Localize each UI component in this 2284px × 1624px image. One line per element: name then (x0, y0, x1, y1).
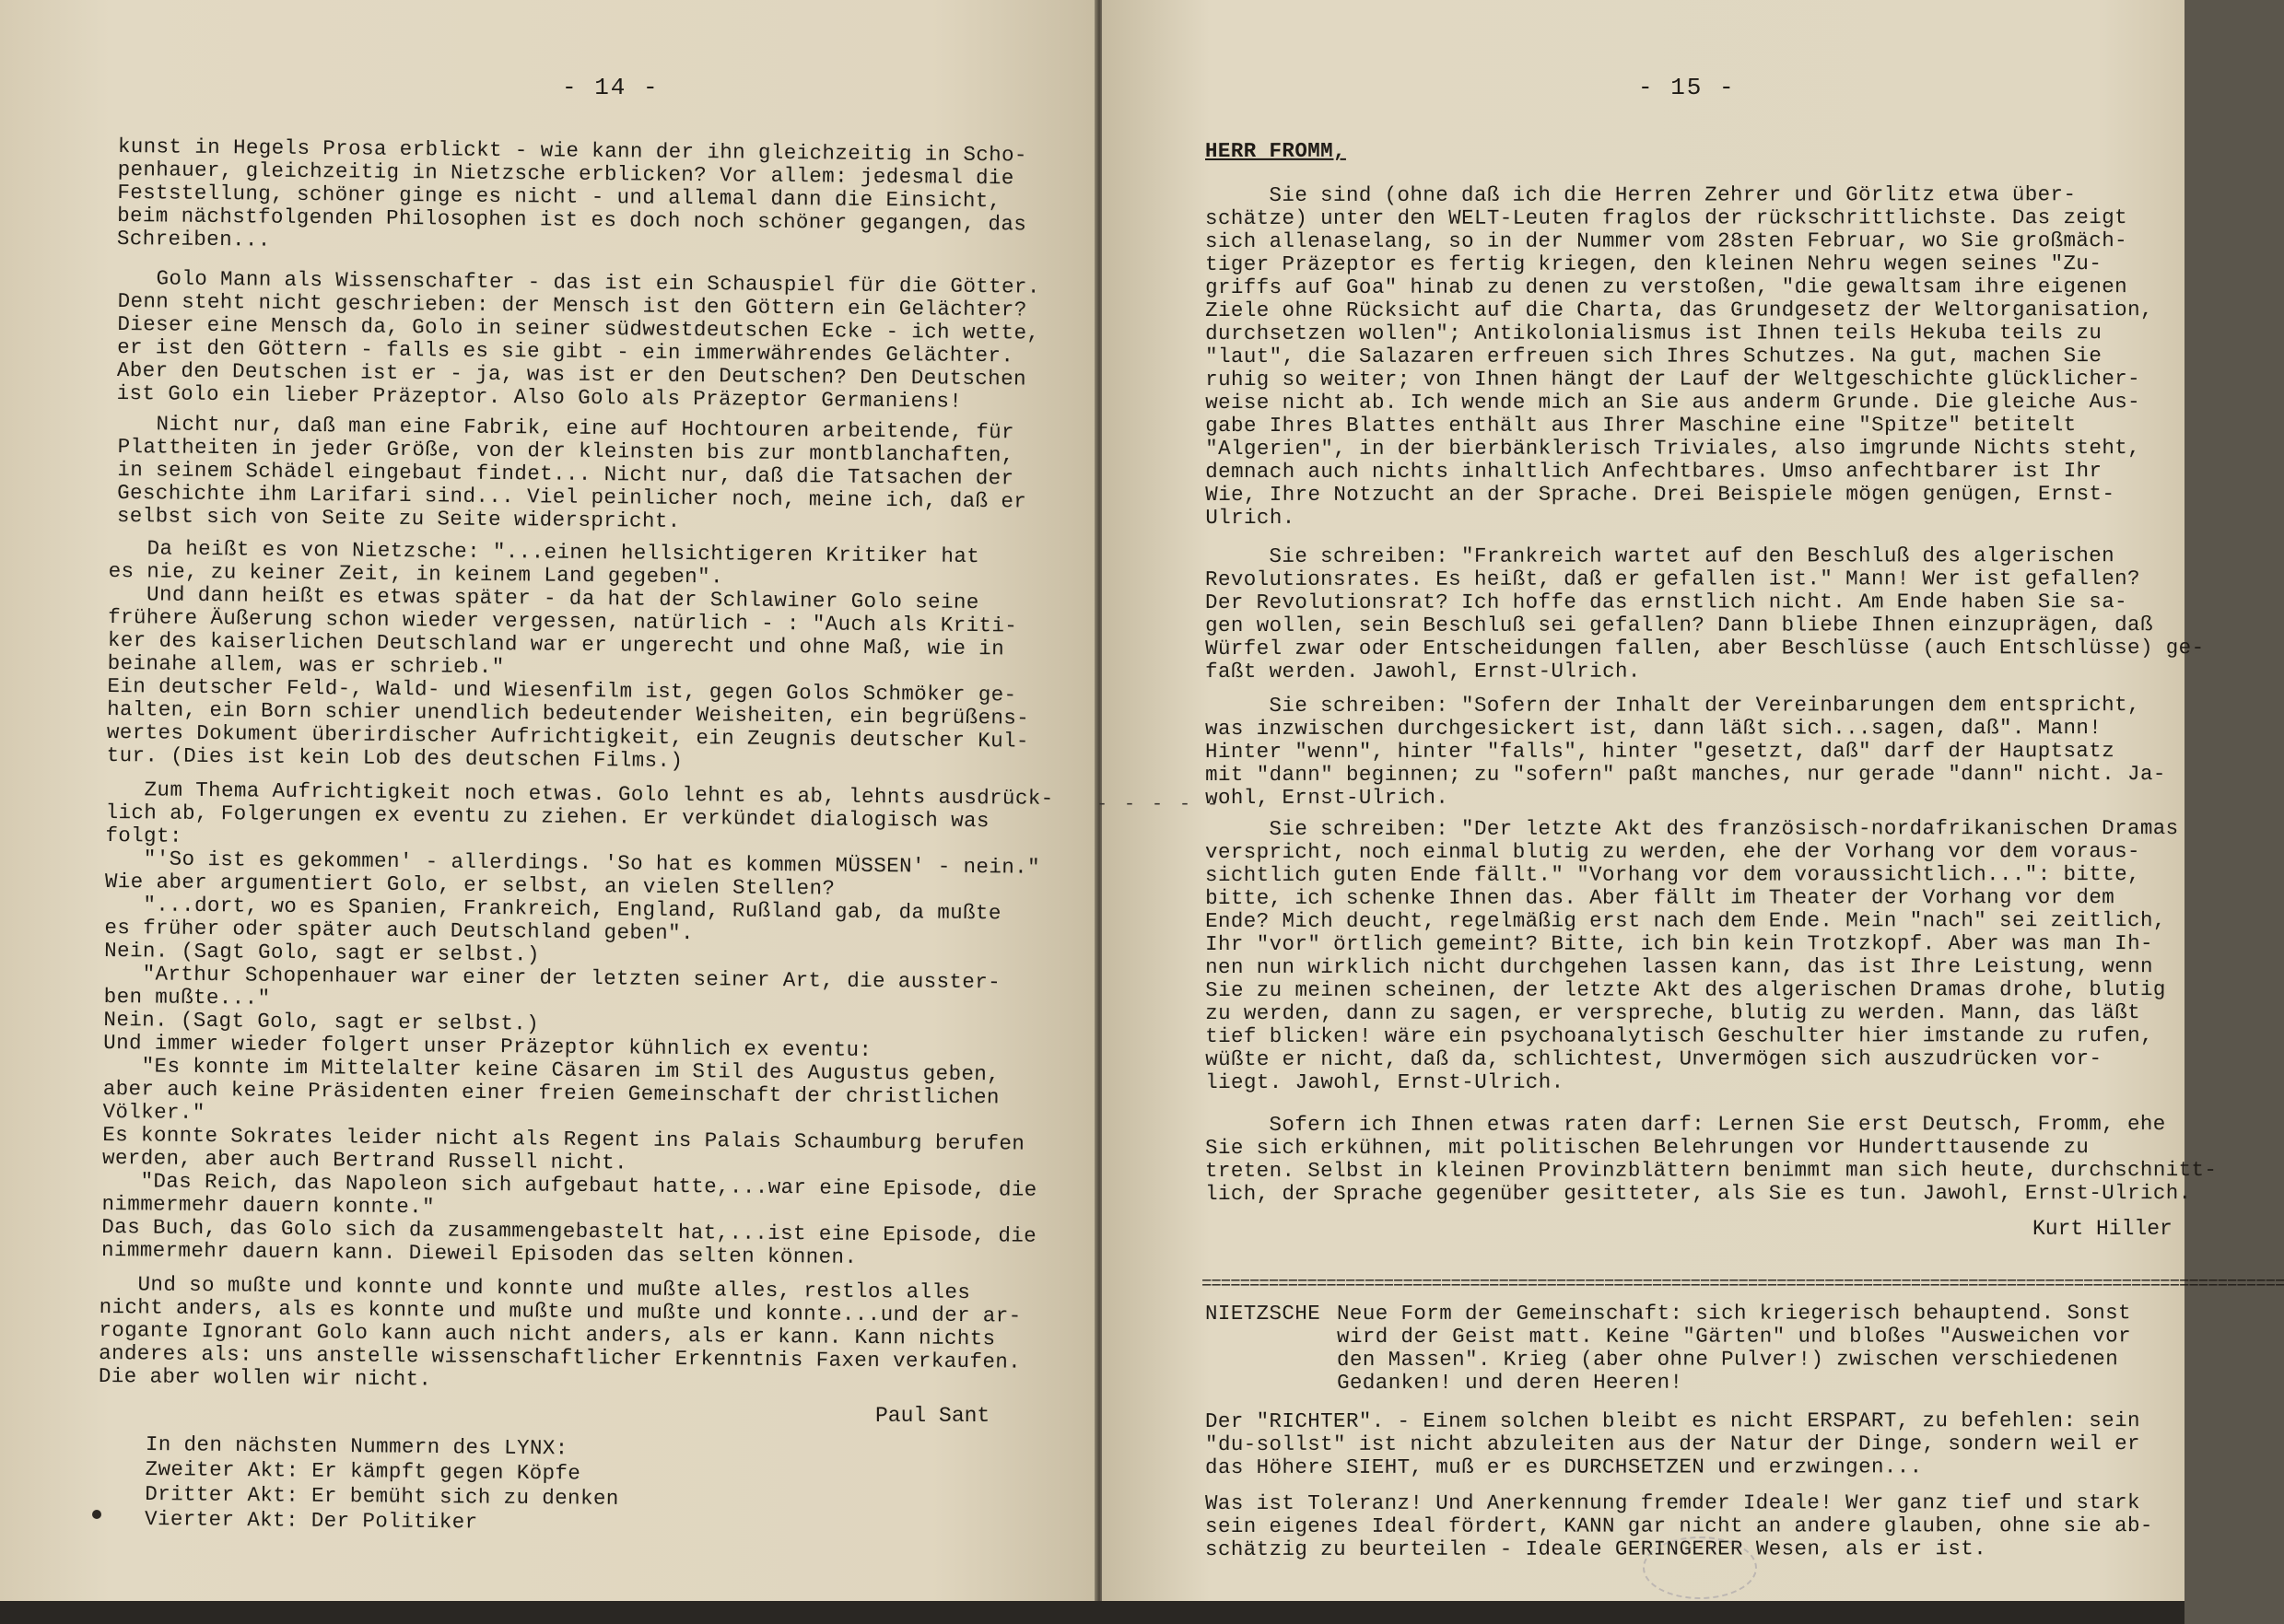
toleranz-quote: Was ist Toleranz! Und Anerkennung fremder Ideale! Wer ganz tief und stark sein eigenes Ideal fördert, KANN gar nicht an andere glauben, ohne sie ab- schätzig zu beurteilen - Ideale GERINGERER Wesen, als er ist. (1204, 1490, 2153, 1561)
right-page (1102, 0, 2284, 1603)
scan-bottom-edge (0, 1601, 2184, 1624)
signature-kurt-hiller: Kurt Hiller (2032, 1217, 2173, 1241)
paragraph-vorhang: Sie schreiben: "Der letzte Akt des französisch-nordafrikanischen Dramas verspricht, noch einmal blutig zu werden, ehe der Vorhang vor dem voraus- sichtlich guten Ende fällt." "Vorhang vor dem voraussichtlich...": bitte, bitte, ich schenke Ihnen das. Aber fällt im Theater der Vorhang vor dem Ende? Mich deucht, regelmäßig erst nach dem Ende. Mein "nach" sei zeitlich, Ihr "vor" örtlich gemeint? Bitte, ich bin kein Trotzkopf. Aber was man Ih- nen nun wirklich nicht durchgehen lassen kann, das ist Ihre Leistung, wenn Sie zu meinen scheinen, der letzte Akt des algerischen Dramas drohe, blutig zu werden, dann zu sagen, er verspreche, blutig zu werden. Mann, das läßt tief blicken! wäre ein psychoanalytisch Geschulter hier imstande zu rufen, wüßte er nicht, daß da, schlichtest, Unvermögen sich auszudrücken vor- liegt. Jawohl, Ernst-Ulrich. (1204, 816, 2179, 1094)
paragraph-aufrichtigkeit: Zum Thema Aufrichtigkeit noch etwas. Golo lehnt es ab, lehnts ausdrück- lich ab, Folgerungen ex eventu zu ziehen. Er verkündet dialogisch was folgt: "'So ist es gekommen' - allerdings. 'So hat es kommen MÜSSEN' - nein." Wie aber argumentiert Golo, er selbst, an vielen Stellen? "...dort, wo es Spanien, Frankreich, England, Rußland gab, da mußte es früher oder später auch Deutschland geben". Nein. (Sagt Golo, sagt er selbst.) "Arthur Schopenhauer war einer der letzten seiner Art, die ausster- ben mußte..." Nein. (Sagt Golo, sagt er selbst.) Und immer wieder folgert unser Präzeptor kühnlich ex eventu: "Es konnte im Mittelalter keine Cäsaren im Stil des Augustus geben, aber auch keine Präsidenten einer freien Gemeinschaft der christlichen Völker." Es konnte Sokrates leider nicht als Regent ins Palais Schaumburg berufen werden, aber auch Bertrand Russell nicht. "Das Reich, das Napoleon sich aufgebaut hatte,...war eine Episode, die nimmermehr dauern konnte." Das Buch, das Golo sich da zusammengebastelt hat,...ist eine Episode, die nimmermehr dauern kann. Dieweil Episoden das selten können. (100, 777, 1054, 1269)
paragraph-fabrik: Nicht nur, daß man eine Fabrik, eine auf Hochtouren arbeitende, für Plattheiten in jeder Größe, von der kleinsten bis zur montblanchaften, in seinem Schädel eingebaut findet... Nicht nur, daß die Tatsachen der Geschichte ihm Larifari sind... Viel peinlicher noch, meine ich, daß er selbst sich von Seite zu Seite widerspricht. (116, 412, 1027, 533)
paragraph-beschluss: Sie schreiben: "Frankreich wartet auf den Beschluß des algerischen Revolutionsrates. Es heißt, daß er gefallen ist." Mann! Wer ist gefallen? Der Revolutionsrat? Ich hoffe das ernstlich nicht. Am Ende haben Sie sa- gen wollen, sein Beschluß sei gefallen? Dann bliebe Ihnen einzuprägen, daß Würfel zwar oder Entscheidungen fallen, aber Beschlüsse (auch Entschlüsse) ge- faßt werden. Jawohl, Ernst-Ulrich. (1204, 543, 2205, 683)
paragraph-hegel: kunst in Hegels Prosa erblickt - wie kann der ihn gleichzeitig in Scho- penhauer, gleichzeitig in Nietzsche erblicken? Vor allem: jedesmal die Feststellung, schöner ginge es nicht - und allemal dann die Einsicht, beim nächstfolgenden Philosophen ist es doch noch schöner gegangen, das Schreiben... (116, 134, 1028, 252)
paragraph-rueckschrittlich: Sie sind (ohne daß ich die Herren Zehrer und Görlitz etwa über- schätze) unter den WELT-Leuten fraglos der rückschrittlichste. Das zeigt sich allenaselang, so in der Nummer vom 28sten Februar, wo Sie großmäch- tiger Präzeptor es fertig kriegen, den kleinen Nehru wegen seines "Zu- griffs auf Goa" hinab zu denen zu verstoßen, "die gewaltsam ihre eigenen Ziele ohne Rücksicht auf die Charta, das Grundgesetz der Weltorganisation, durchsetzen wollen"; Antikolonialismus ist Ihnen teils Hekuba teils zu "laut", die Salazaren erfreuen sich Ihres Schutzes. Na gut, machen Sie ruhig so weiter; von Ihnen hängt der Lauf der Weltgeschichte glücklicher- weise nicht ab. Ich wende mich an Sie aus anderm Grunde. Die gleiche Aus- gabe Ihres Blattes enthält aus Ihrer Maschine eine "Spitze" betitelt "Algerien", in der bierbänklerisch Triviales, also imgrunde Nichts steht, demnach auch nichts inhaltlich Anfechtbares. Umso anfechtbarer ist Ihr Wie, Ihre Notzucht an der Sprache. Drei Beispiele mögen genügen, Ernst- Ulrich. (1204, 182, 2153, 530)
page-number-15: - 15 - (1638, 74, 1736, 101)
signature-paul-sant: Paul Sant (875, 1404, 990, 1428)
paragraph-rat: Sofern ich Ihnen etwas raten darf: Lernen Sie erst Deutsch, Fromm, ehe Sie sich erkühnen, mit politischen Belehrungen vor Hunderttausende zu treten. Selbst in kleinen Provinzblättern benimmt man sich heute, durchschnitt- lich, der Sprache gegenüber gesitteter, als Sie es tun. Jawohl, Ernst-Ulrich. (1204, 1112, 2218, 1206)
announcement-lynx: In den nächsten Nummern des LYNX: Zweiter Akt: Er kämpft gegen Köpfe Dritter Akt: Er bemüht sich zu denken Vierter Akt: Der Politiker (144, 1432, 619, 1535)
bullet-mark (92, 1510, 101, 1519)
paragraph-sofern: Sie schreiben: "Sofern der Inhalt der Vereinbarungen dem entspricht, was inzwischen durchgesickert ist, dann läßt sich...sagen, daß". Mann! Hinter "wenn", hinter "falls", hinter "gesetzt, daß" darf der Hauptsatz mit "dann" beginnen; zu "sofern" paßt manches, nur gerade "dann" nicht. Ja- wohl, Ernst-Ulrich. (1204, 693, 2166, 810)
page-number-14: - 14 - (562, 74, 660, 101)
paragraph-schluss: Und so mußte und konnte und konnte und mußte alles, restlos alles nicht anders, als es konnte und mußte und mußte und konnte...und der ar- rogante Ignorant Golo kann auch nicht anders, als er kann. Kann nichts anderes als: uns anstelle wissenschaftlicher Erkenntnis Faxen verkaufen. Die aber wollen wir nicht. (98, 1272, 1022, 1392)
nietzsche-label: NIETZSCHE (1204, 1301, 1321, 1326)
letter-heading: HERR FROMM, (1204, 138, 1346, 163)
paragraph-nietzsche-kritiker: Da heißt es von Nietzsche: "...einen hellsichtigeren Kritiker hat es nie, zu keiner Zeit, in keinem Land gegeben". Und dann heißt es etwas später - da hat der Schlawiner Golo seine frühere Äußerung schon wieder vergessen, natürlich - : "Auch als Kriti- ker des kaiserlichen Deutschland war er ungerecht und ohne Maß, wie in beinahe allem, was er schrieb." Ein deutscher Feld-, Wald- und Wiesenfilm ist, gegen Golos Schmöker ge- halten, ein Born schier unendlich bedeutender Weisheiten, ein begrüßens- wertes Dokument überirdischer Aufrichtigkeit, ein Zeugnis deutscher Kul- tur. (Dies ist kein Lob des deutschen Films.) (106, 536, 1030, 773)
paragraph-golo-wissenschafter: Golo Mann als Wissenschafter - das ist ein Schauspiel für die Götter. Denn steht nicht geschrieben: der Mensch ist den Göttern ein Gelächter? Dieser eine Mensch da, Golo in seiner südwestdeutschen Ecke - ich wette, er ist den Göttern - falls es sie gibt - ein immerwährendes Gelächter. Aber den Deutschen ist er - ja, was ist er den Deutschen? Den Deutschen ist Golo ein lieber Präzeptor. Also Golo als Präzeptor Germaniens! (116, 266, 1040, 414)
margin-mark: - - - - - (1096, 794, 1222, 815)
section-divider: ================================================================================================================= (1201, 1274, 2284, 1294)
library-stamp (1643, 1536, 1757, 1599)
nietzsche-quote: Neue Form der Gemeinschaft: sich kriegerisch behauptend. Sonst wird der Geist matt. Keine "Gärten" und bloßes "Ausweichen vor den Massen". Krieg (aber ohne Pulver!) zwischen verschiedenen Gedanken! und deren Heeren! (1336, 1301, 2131, 1395)
richter-quote: Der "RICHTER". - Einem solchen bleibt es nicht ERSPART, zu befehlen: sein "du-sollst" ist nicht abzuleiten aus der Natur der Dinge, sondern weil er das Höhere SIEHT, muß er es DURCHSETZEN und erzwingen... (1204, 1408, 2140, 1479)
left-page (0, 0, 1096, 1603)
